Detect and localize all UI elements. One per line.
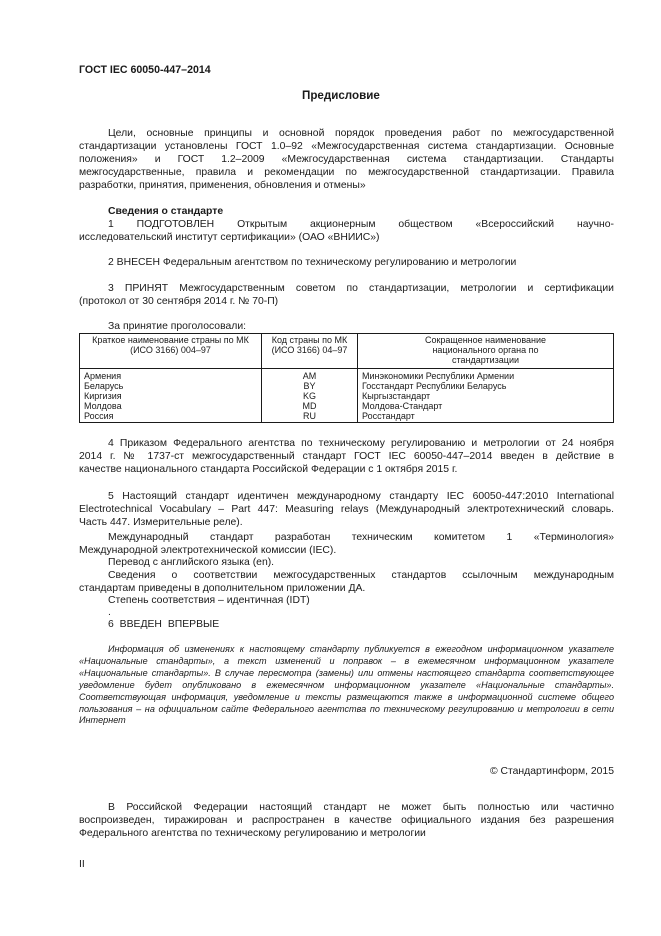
item5-line: Часть 447. Измерительные реле).: [79, 516, 243, 528]
correspondence-line: стандартам приведены в дополнительном приложении ДА.: [79, 582, 366, 594]
votes-cell-country: Беларусь: [80, 381, 262, 391]
table-row: [80, 411, 614, 422]
item3-line: 3 ПРИНЯТ Межгосударственным советом по стандартизации, метрологии и сертификации: [108, 283, 614, 294]
votes-table-header-row: [80, 334, 614, 369]
item5-paragraph: [79, 491, 614, 530]
item1-paragraph: [79, 219, 614, 245]
reproduction-line: В Российской Федерации настоящий стандарт не может быть полностью или частично: [108, 802, 614, 813]
votes-cell-code: AM: [262, 368, 358, 381]
item4-line: 4 Приказом Федерального агентства по техническому регулированию и метрологии от 24 ноября: [108, 438, 614, 449]
votes-cell-code: MD: [262, 401, 358, 411]
votes-caption: За принятие проголосовали:: [108, 321, 247, 332]
votes-table: [79, 333, 614, 423]
committee-paragraph: [79, 532, 614, 558]
votes-header-country: Краткое наименование страны по МК (ИСО 3166) 004–97: [80, 334, 262, 369]
reproduction-paragraph: [79, 802, 614, 841]
intro-line: Цели, основные принципы и основной порядок проведения работ по межгосударственной: [108, 128, 614, 139]
conformity-line: Степень соответствия – идентичная (IDT): [108, 595, 310, 606]
votes-cell-code: RU: [262, 411, 358, 422]
item5-line: Electrotechnical Vocabulary – Part 447: Measuring relays (Международный электротехнический словарь.: [79, 503, 614, 515]
votes-header-body: Сокращенное наименование национального органа по стандартизации: [358, 334, 614, 369]
about-heading: Сведения о стандарте: [108, 206, 224, 217]
correspondence-paragraph: [79, 570, 614, 596]
intro-line: положения» и ГОСТ 1.2–2009 «Межгосударственная система стандартизации. Стандарты: [79, 153, 614, 165]
votes-cell-country: Армения: [80, 368, 262, 381]
standard-code: ГОСТ IEC 60050-447–2014: [79, 64, 211, 76]
item5-line: 5 Настоящий стандарт идентичен международному стандарту IEC 60050-447:2010 International: [108, 491, 614, 502]
votes-cell-body: Госстандарт Республики Беларусь: [358, 381, 614, 391]
item1-line: исследовательский институт сертификации» (ОАО «ВНИИС»): [79, 231, 380, 243]
page-title: Предисловие: [302, 89, 380, 102]
reproduction-line: Федерального агентства по техническому регулированию и метрологии: [79, 827, 426, 839]
committee-line: Международной электротехнической комиссии (IEC).: [79, 544, 337, 556]
item1-line: 1 ПОДГОТОВЛЕН Открытым акционерным обществом «Всероссийский научно-: [108, 219, 614, 230]
item4-line: качестве национального стандарта Российской Федерации с 1 октября 2015 г.: [79, 463, 458, 475]
votes-cell-body: Кыргызстандарт: [358, 391, 614, 401]
item2-paragraph: 2 ВНЕСЕН Федеральным агентством по техническому регулированию и метрологии: [108, 257, 517, 268]
votes-cell-body: Молдова-Стандарт: [358, 401, 614, 411]
item3-line: (протокол от 30 сентября 2014 г. № 70-П): [79, 295, 279, 307]
table-row: [80, 391, 614, 401]
votes-cell-code: BY: [262, 381, 358, 391]
votes-header-code: Код страны по МК (ИСО 3166) 04–97: [262, 334, 358, 369]
intro-line: межгосударственные, правила и рекомендации по межгосударственной стандартизации. Правила: [79, 166, 614, 178]
committee-line: Международный стандарт разработан техническим комитетом 1 «Терминология»: [108, 532, 614, 543]
item6-line: 6 ВВЕДЕН ВПЕРВЫЕ: [108, 619, 220, 630]
intro-paragraph: [79, 128, 614, 193]
item3-paragraph: [79, 283, 614, 309]
votes-cell-country: Киргизия: [80, 391, 262, 401]
votes-cell-body: Росстандарт: [358, 411, 614, 422]
stray-dot: .: [108, 607, 111, 618]
table-row: [80, 368, 614, 381]
votes-cell-code: KG: [262, 391, 358, 401]
table-row: [80, 381, 614, 391]
votes-cell-country: Россия: [80, 411, 262, 422]
table-row: [80, 401, 614, 411]
reproduction-line: воспроизведен, тиражирован и распространен в качестве официального издания без разрешения: [79, 814, 614, 826]
intro-line: стандартизации установлены ГОСТ 1.0–92 «Межгосударственная система стандартизации. Основные: [79, 140, 614, 152]
item4-paragraph: [79, 438, 614, 477]
copyright-line: © Стандартинформ, 2015: [489, 766, 614, 777]
translation-line: Перевод с английского языка (en).: [108, 557, 275, 568]
info-notice: Информация об изменениях к настоящему стандарту публикуется в ежегодном информационном указателе «Национальные стандарты», а текст изменений и поправок – в ежемесячном информационном указателе «Национальные стандарты». В случае пересмотра (замены) или отмены настоящего стандарта соответствующее уведомление будет опубликовано в ежемесячном информационном указателе «Национальные стандарты». Соответствующая информация, уведомление и тексты размещаются также в информационной системе общего пользования – на официальном сайте Федерального агентства по техническому регулированию и метрологии в сети Интернет: [79, 644, 614, 726]
votes-cell-body: Минэкономики Республики Армении: [358, 368, 614, 381]
correspondence-line: Сведения о соответствии межгосударственных стандартов ссылочным международным: [108, 570, 614, 581]
votes-cell-country: Молдова: [80, 401, 262, 411]
item4-line: 2014 г. № 1737-ст межгосударственный стандарт ГОСТ IEC 60050-447–2014 введен в действие в: [79, 450, 614, 462]
intro-line: разработки, принятия, применения, обновления и отмены»: [79, 179, 366, 191]
page-number: II: [79, 859, 85, 870]
